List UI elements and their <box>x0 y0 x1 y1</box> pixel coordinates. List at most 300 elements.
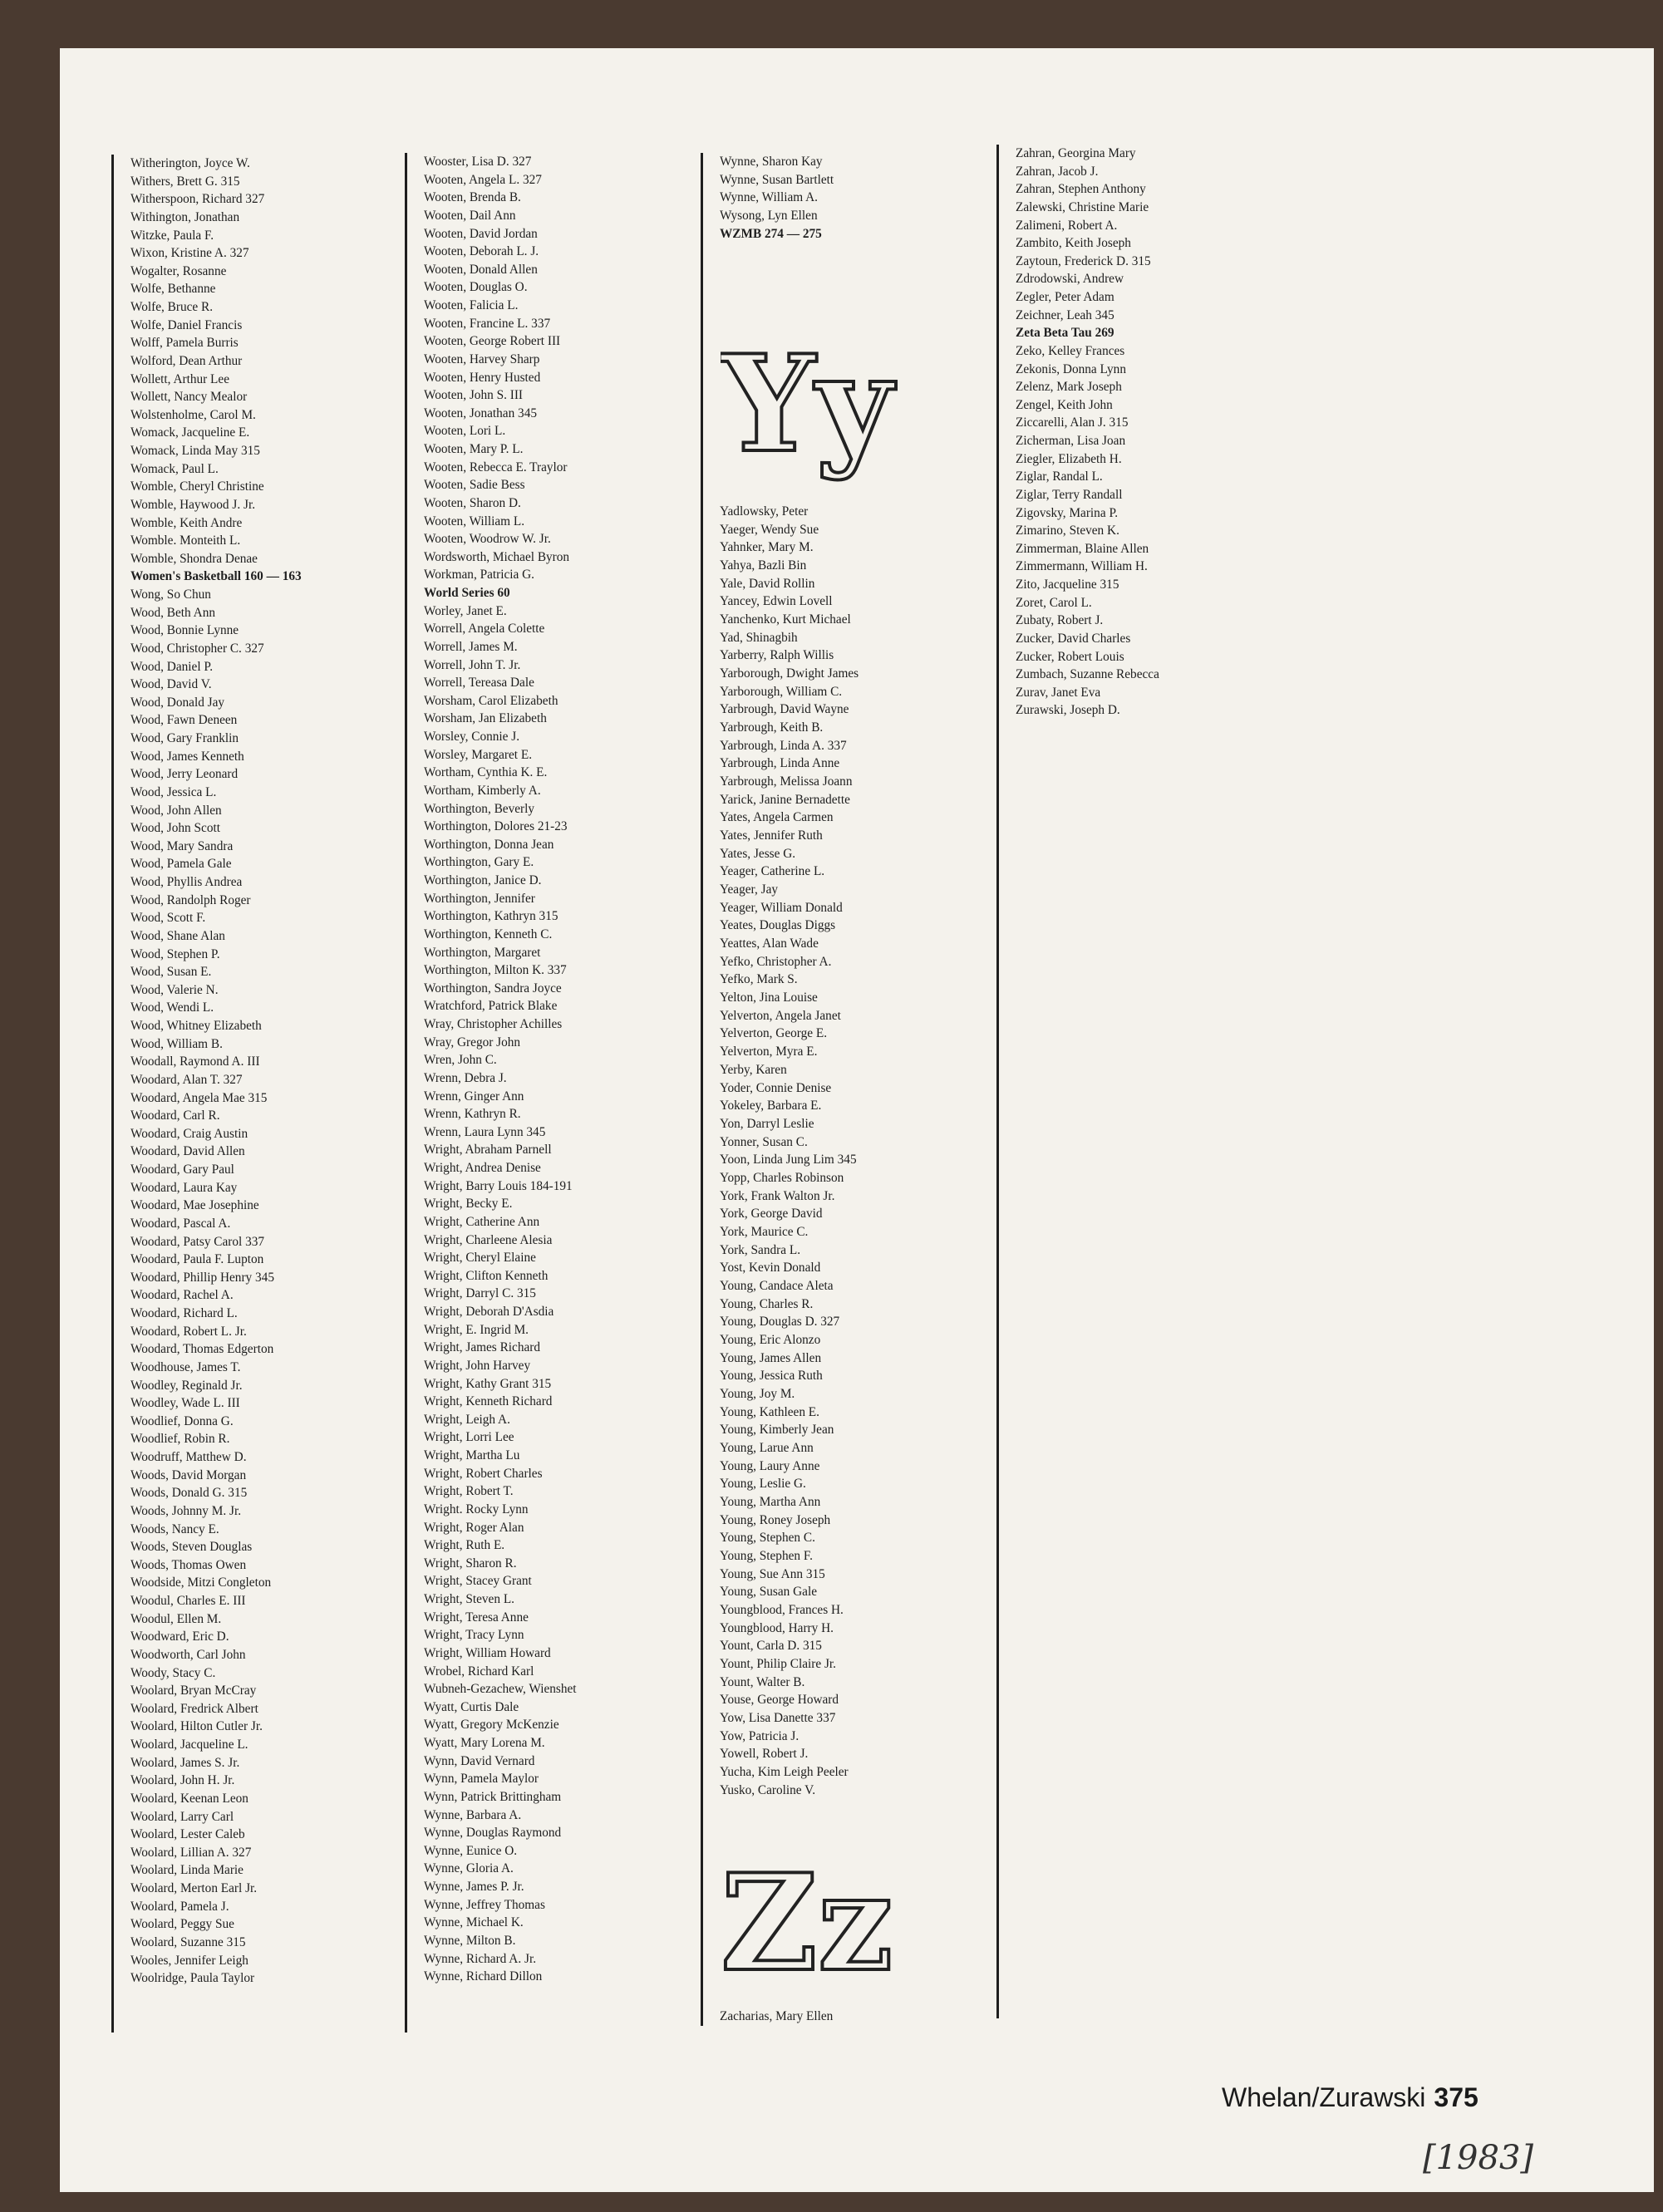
index-page <box>60 48 1654 2192</box>
index-entry: Womble, Shondra Denae <box>130 551 258 566</box>
index-entry: Wood, Whitney Elizabeth <box>130 1019 262 1033</box>
index-entry: Wright, Abraham Parnell <box>424 1143 552 1158</box>
index-list <box>720 153 834 243</box>
index-entry: Woods, Nancy E. <box>130 1521 219 1536</box>
index-entry: Woodruff, Matthew D. <box>130 1450 247 1464</box>
index-entry: Zimarino, Steven K. <box>1016 524 1119 538</box>
index-entry: Wolstenholme, Carol M. <box>130 407 256 422</box>
index-entry: Wright, E. Ingrid M. <box>424 1322 529 1337</box>
index-entry: Wolff, Pamela Burris <box>130 336 239 351</box>
index-entry: Young, Leslie G. <box>720 1477 806 1492</box>
index-entry: Woodard, Richard L. <box>130 1306 238 1320</box>
index-column-4 <box>996 145 1159 2018</box>
index-list <box>130 155 302 1988</box>
index-entry: Woolard, Peggy Sue <box>130 1917 234 1932</box>
index-entry: Zengel, Keith John <box>1016 397 1113 412</box>
index-entry: Yates, Jennifer Ruth <box>720 828 823 843</box>
index-entry: Yarborough, William C. <box>720 684 843 699</box>
index-entry: Wrobel, Richard Karl <box>424 1664 534 1679</box>
index-entry: Wooten, Deborah L. J. <box>424 244 539 259</box>
index-entry: Womble, Haywood J. Jr. <box>130 497 256 512</box>
index-entry: Womack, Paul L. <box>130 461 219 476</box>
index-entry: Wynne, Gloria A. <box>424 1861 514 1876</box>
index-entry: Yates, Angela Carmen <box>720 810 834 825</box>
index-entry: Wynne, Sharon Kay <box>720 155 823 169</box>
page-number: 375 <box>1434 2082 1478 2112</box>
index-entry: Wood, John Scott <box>130 821 220 836</box>
index-entry: Yeager, William Donald <box>720 900 843 915</box>
index-entry: Woodside, Mitzi Congleton <box>130 1575 272 1590</box>
index-entry: Wooles, Jennifer Leigh <box>130 1953 248 1968</box>
index-entry: Wood, Bonnie Lynne <box>130 623 239 638</box>
index-entry: Wynn, Patrick Brittingham <box>424 1789 562 1804</box>
index-entry: Wood, Randolph Roger <box>130 892 251 907</box>
index-entry: Wyatt, Curtis Dale <box>424 1699 519 1714</box>
index-entry: Wynne, Milton B. <box>424 1933 516 1948</box>
y-entries <box>720 503 859 1799</box>
index-entry: York, Sandra L. <box>720 1242 801 1257</box>
index-entry: Worsley, Connie J. <box>424 730 520 744</box>
index-entry: Yates, Jesse G. <box>720 846 796 861</box>
index-entry: Wooten, Angela L. 327 <box>424 172 542 187</box>
index-entry: Woolridge, Paula Taylor <box>130 1971 255 1986</box>
index-column-1 <box>111 155 302 2033</box>
index-entry: Wright. Rocky Lynn <box>424 1502 529 1516</box>
index-entry: Yonner, Susan C. <box>720 1134 808 1149</box>
index-entry: Wray, Gregor John <box>424 1035 521 1049</box>
index-entry: Wright, Sharon R. <box>424 1556 517 1571</box>
index-list <box>720 503 859 1799</box>
index-entry: Young, Joy M. <box>720 1386 795 1401</box>
index-entry: Wright, Andrea Denise <box>424 1161 541 1175</box>
index-entry: Worrell, John T. Jr. <box>424 657 521 672</box>
index-entry: Wynne, Eunice O. <box>424 1843 518 1858</box>
index-entry: Worley, Janet E. <box>424 603 507 618</box>
index-entry: Wood, Wendi L. <box>130 1000 214 1015</box>
index-entry: Wright, Ruth E. <box>424 1538 505 1553</box>
index-entry: Women's Basketball 160 — 163 <box>130 569 302 584</box>
index-entry: Witherington, Joyce W. <box>130 156 250 170</box>
index-entry: Woodlief, Robin R. <box>130 1432 230 1447</box>
index-entry: Womack, Jacqueline E. <box>130 425 250 440</box>
index-entry: Zumbach, Suzanne Rebecca <box>1016 667 1159 682</box>
index-entry: Ziglar, Randal L. <box>1016 469 1103 484</box>
index-entry: Zito, Jacqueline 315 <box>1016 578 1119 592</box>
index-entry: Young, Stephen C. <box>720 1531 815 1546</box>
index-entry: Young, Kathleen E. <box>720 1404 819 1419</box>
index-entry: Workman, Patricia G. <box>424 568 535 582</box>
index-entry: Yelverton, Myra E. <box>720 1045 818 1059</box>
index-entry: Yelverton, Angela Janet <box>720 1008 841 1023</box>
index-entry: York, Frank Walton Jr. <box>720 1188 835 1203</box>
index-entry: Wood, Jerry Leonard <box>130 767 239 782</box>
index-list <box>720 2008 833 2026</box>
index-entry: Wright, Darryl C. 315 <box>424 1286 536 1301</box>
index-entry: Yahya, Bazli Bin <box>720 558 807 573</box>
index-entry: Wood, Beth Ann <box>130 605 216 620</box>
index-entry: Woodley, Wade L. III <box>130 1396 240 1411</box>
index-entry: Woodard, Robert L. Jr. <box>130 1324 247 1339</box>
index-entry: Wright, Tracy Lynn <box>424 1628 524 1643</box>
index-entry: Zaytoun, Frederick D. 315 <box>1016 253 1151 268</box>
index-entry: Woolard, James S. Jr. <box>130 1755 240 1770</box>
index-entry: Woodul, Ellen M. <box>130 1611 222 1626</box>
index-entry: Woolard, Lillian A. 327 <box>130 1845 252 1860</box>
index-entry: Wooten, Francine L. 337 <box>424 316 551 331</box>
index-entry: Wood, Shane Alan <box>130 928 225 943</box>
page-footer <box>1222 2082 1478 2113</box>
index-entry: Wooten, Woodrow W. Jr. <box>424 532 551 547</box>
index-entry: Zahran, Georgina Mary <box>1016 146 1136 160</box>
index-entry: Ziccarelli, Alan J. 315 <box>1016 415 1129 430</box>
index-entry: Wyatt, Mary Lorena M. <box>424 1736 545 1750</box>
index-entry: Woods, Johnny M. Jr. <box>130 1503 242 1518</box>
index-entry: Yeattes, Alan Wade <box>720 936 819 951</box>
index-entry: Zigovsky, Marina P. <box>1016 505 1119 520</box>
index-entry: Yarbrough, Linda A. 337 <box>720 738 847 753</box>
index-entry: Zeichner, Leah 345 <box>1016 307 1114 322</box>
index-entry: Wright, Catherine Ann <box>424 1214 540 1229</box>
index-entry: Wollett, Nancy Mealor <box>130 390 248 405</box>
index-list <box>424 153 577 1986</box>
index-entry: Yanchenko, Kurt Michael <box>720 612 851 627</box>
index-entry: Wynne, James P. Jr. <box>424 1880 524 1894</box>
index-entry: Witzke, Paula F. <box>130 228 214 243</box>
index-entry: Wortham, Kimberly A. <box>424 783 541 798</box>
index-entry: Wooten, Jonathan 345 <box>424 406 537 420</box>
index-entry: Woodard, Gary Paul <box>130 1163 234 1177</box>
index-entry: Wordsworth, Michael Byron <box>424 549 570 564</box>
index-entry: Wooten, Harvey Sharp <box>424 351 540 366</box>
index-entry: Young, Candace Aleta <box>720 1278 834 1293</box>
index-entry: Woolard, Larry Carl <box>130 1809 234 1824</box>
index-entry: Yadlowsky, Peter <box>720 504 809 519</box>
index-entry: Zalimeni, Robert A. <box>1016 218 1118 233</box>
index-entry: Wratchford, Patrick Blake <box>424 999 558 1014</box>
index-entry: Wolfe, Bruce R. <box>130 300 214 314</box>
index-entry: Ziglar, Terry Randall <box>1016 487 1123 502</box>
index-entry: Worrell, Tereasa Dale <box>424 676 534 691</box>
index-entry: Woolard, Linda Marie <box>130 1863 244 1878</box>
index-entry: Wood, Jessica L. <box>130 784 217 799</box>
index-entry: Zekonis, Donna Lynn <box>1016 361 1126 376</box>
index-entry: Young, Susan Gale <box>720 1585 818 1600</box>
index-entry: Yaeger, Wendy Sue <box>720 522 819 537</box>
index-entry: Wooten, George Robert III <box>424 334 561 349</box>
index-entry: Wooten, Henry Husted <box>424 370 541 385</box>
index-entry: Youse, George Howard <box>720 1693 839 1708</box>
index-entry: Wooten, Mary P. L. <box>424 442 524 456</box>
index-entry: Wood, Phyllis Andrea <box>130 875 243 889</box>
index-entry: Yount, Philip Claire Jr. <box>720 1657 836 1671</box>
index-entry: Yow, Patricia J. <box>720 1728 800 1743</box>
index-entry: Wolfe, Bethanne <box>130 282 216 297</box>
index-entry: Worthington, Janice D. <box>424 873 542 887</box>
index-entry: Worthington, Kenneth C. <box>424 927 553 941</box>
index-entry: Wooten, Dail Ann <box>424 208 516 223</box>
index-entry: Yeager, Jay <box>720 882 779 897</box>
index-entry: Woodard, Angela Mae 315 <box>130 1090 268 1105</box>
index-entry: Yarbrough, David Wayne <box>720 702 849 717</box>
index-entry: Young, Roney Joseph <box>720 1512 831 1527</box>
index-entry: Wood, Donald Jay <box>130 695 225 710</box>
index-entry: Worsham, Jan Elizabeth <box>424 711 547 726</box>
index-entry: Woodhouse, James T. <box>130 1359 241 1374</box>
index-entry: Zubaty, Robert J. <box>1016 613 1104 628</box>
index-entry: Young, Sue Ann 315 <box>720 1566 825 1581</box>
index-entry: Wood, Stephen P. <box>130 946 220 961</box>
index-entry: Wright, Steven L. <box>424 1592 514 1606</box>
index-entry: Wrenn, Kathryn R. <box>424 1107 521 1122</box>
index-entry: Yarborough, Dwight James <box>720 666 859 681</box>
section-letter-z-text: Zz <box>721 1851 893 1993</box>
handwritten-year-note: [1983] <box>1423 2139 1534 2177</box>
index-entry: Worsley, Margaret E. <box>424 747 533 762</box>
index-entry: Woolard, John H. Jr. <box>130 1773 235 1788</box>
index-entry: Wright, William Howard <box>424 1645 551 1660</box>
index-entry: Yucha, Kim Leigh Peeler <box>720 1765 849 1780</box>
index-entry: Yarbrough, Linda Anne <box>720 756 840 771</box>
index-entry: Young, Stephen F. <box>720 1548 813 1563</box>
index-entry: Wynne, Barbara A. <box>424 1807 522 1822</box>
index-entry: Wood, James Kenneth <box>130 749 244 764</box>
index-entry: Woolard, Pamela J. <box>130 1899 229 1914</box>
index-entry: Wooten, Douglas O. <box>424 280 528 295</box>
index-entry: Wynn, Pamela Maylor <box>424 1772 539 1787</box>
index-entry: Yerby, Karen <box>720 1062 787 1077</box>
index-entry: Young, Kimberly Jean <box>720 1423 834 1438</box>
index-entry: Young, James Allen <box>720 1350 822 1365</box>
index-entry: Woolard, Merton Earl Jr. <box>130 1881 258 1895</box>
index-entry: Yelton, Jina Louise <box>720 990 818 1005</box>
index-entry: Wright, Clifton Kenneth <box>424 1268 549 1283</box>
index-entry: Wrenn, Laura Lynn 345 <box>424 1124 546 1139</box>
index-entry: Wixon, Kristine A. 327 <box>130 246 249 261</box>
index-entry: Woolard, Fredrick Albert <box>130 1701 258 1716</box>
index-entry: Woods, David Morgan <box>130 1467 247 1482</box>
index-entry: Woodall, Raymond A. III <box>130 1054 260 1069</box>
index-entry: Zucker, David Charles <box>1016 631 1131 646</box>
index-entry: Woodul, Charles E. III <box>130 1594 246 1608</box>
index-entry: Zoret, Carol L. <box>1016 595 1092 610</box>
index-entry: Wood, Christopher C. 327 <box>130 641 264 656</box>
index-entry: Worthington, Milton K. 337 <box>424 963 567 978</box>
index-entry: Worsham, Carol Elizabeth <box>424 693 558 708</box>
index-entry: Yahnker, Mary M. <box>720 540 814 555</box>
index-entry: Woodard, Rachel A. <box>130 1288 234 1303</box>
index-entry: Wyatt, Gregory McKenzie <box>424 1718 559 1733</box>
index-entry: Wooten, Brenda B. <box>424 190 521 205</box>
index-entry: Yefko, Christopher A. <box>720 954 832 969</box>
index-entry: Wright, Robert Charles <box>424 1466 543 1481</box>
index-entry: Zahran, Stephen Anthony <box>1016 182 1146 197</box>
index-entry: Woodward, Eric D. <box>130 1630 229 1644</box>
index-entry: Worthington, Gary E. <box>424 855 534 870</box>
index-entry: Zurawski, Joseph D. <box>1016 703 1120 718</box>
index-entry: Wooten, Donald Allen <box>424 262 538 277</box>
index-entry: Woodworth, Carl John <box>130 1647 246 1662</box>
index-entry: Woolard, Lester Caleb <box>130 1827 245 1842</box>
index-entry: Zimmermann, William H. <box>1016 559 1148 574</box>
index-entry: Wood, Gary Franklin <box>130 731 239 745</box>
index-entry: Zelenz, Mark Joseph <box>1016 380 1122 395</box>
index-entry: Worthington, Beverly <box>424 801 535 816</box>
index-entry: Zegler, Peter Adam <box>1016 290 1114 304</box>
index-entry: Yeager, Catherine L. <box>720 864 825 879</box>
index-entry: Worrell, James M. <box>424 639 518 654</box>
index-entry: York, George David <box>720 1207 823 1222</box>
index-entry: Yount, Carla D. 315 <box>720 1639 822 1654</box>
index-entry: Wynn, David Vernard <box>424 1753 535 1768</box>
index-entry: Wright, Martha Lu <box>424 1448 520 1462</box>
index-entry: Woolard, Bryan McCray <box>130 1684 257 1698</box>
index-entry: Woolard, Hilton Cutler Jr. <box>130 1719 263 1734</box>
index-entry: Wood, Fawn Deneen <box>130 713 238 728</box>
index-entry: Wooten, Rebecca E. Traylor <box>424 460 568 474</box>
index-entry: Wood, Susan E. <box>130 965 212 980</box>
index-entry: Yarbrough, Keith B. <box>720 720 824 735</box>
index-entry: Worrell, Angela Colette <box>424 622 545 637</box>
index-entry: Wooten, William L. <box>424 514 525 528</box>
index-entry: Withington, Jonathan <box>130 209 240 224</box>
index-entry: Zeta Beta Tau 269 <box>1016 326 1114 341</box>
section-letter-y <box>721 341 970 486</box>
index-entry: Yoder, Connie Denise <box>720 1080 832 1095</box>
index-entry: Woodard, David Allen <box>130 1144 245 1159</box>
index-entry: Wysong, Lyn Ellen <box>720 208 818 223</box>
index-entry: Wright, Kenneth Richard <box>424 1394 553 1409</box>
index-entry: Wooten, Sadie Bess <box>424 478 525 493</box>
index-entry: Womack, Linda May 315 <box>130 444 260 458</box>
index-entry: Worthington, Jennifer <box>424 891 535 906</box>
index-entry: Youngblood, Frances H. <box>720 1602 844 1617</box>
index-entry: Wright, Stacey Grant <box>424 1574 532 1589</box>
index-entry: Wrenn, Debra J. <box>424 1070 507 1085</box>
index-entry: Wood, William B. <box>130 1036 223 1051</box>
index-entry: Zucker, Robert Louis <box>1016 649 1124 664</box>
index-entry: World Series 60 <box>424 586 510 600</box>
index-entry: Zahran, Jacob J. <box>1016 164 1099 179</box>
index-entry: Womble. Monteith L. <box>130 533 241 548</box>
index-entry: Witherspoon, Richard 327 <box>130 192 265 207</box>
index-entry: Wright, Leigh A. <box>424 1412 510 1427</box>
index-entry: Young, Charles R. <box>720 1296 814 1311</box>
index-entry: Wynne, William A. <box>720 190 818 205</box>
index-entry: Zambito, Keith Joseph <box>1016 236 1131 251</box>
index-entry: Wynne, Jeffrey Thomas <box>424 1897 545 1912</box>
index-entry: Yow, Lisa Danette 337 <box>720 1711 836 1726</box>
section-letter-y-text: Yy <box>721 341 893 482</box>
index-entry: Yelverton, George E. <box>720 1026 828 1041</box>
index-entry: Yeates, Douglas Diggs <box>720 918 836 933</box>
index-entry: Woolard, Suzanne 315 <box>130 1934 246 1949</box>
index-entry: Worthington, Sandra Joyce <box>424 981 562 995</box>
index-entry: Wooten, Falicia L. <box>424 298 519 312</box>
index-entry: Youngblood, Harry H. <box>720 1620 834 1635</box>
index-entry: Woodlief, Donna G. <box>130 1413 234 1428</box>
index-entry: Yokeley, Barbara E. <box>720 1099 822 1113</box>
index-entry: Wright, Robert T. <box>424 1484 514 1499</box>
index-entry: Wooten, Lori L. <box>424 424 506 439</box>
index-entry: Woodard, Phillip Henry 345 <box>130 1270 274 1285</box>
index-entry: Wollett, Arthur Lee <box>130 371 229 386</box>
index-entry: Wood, Scott F. <box>130 911 206 926</box>
index-entry: Woodard, Patsy Carol 337 <box>130 1234 265 1249</box>
index-column-2 <box>405 153 577 2033</box>
index-entry: Wren, John C. <box>424 1053 497 1068</box>
index-entry: Yusko, Caroline V. <box>720 1782 816 1797</box>
index-entry: Yost, Kevin Donald <box>720 1261 821 1276</box>
index-entry: Wood, Mary Sandra <box>130 838 234 853</box>
index-entry: Yarick, Janine Bernadette <box>720 792 850 807</box>
index-entry: Womble, Keith Andre <box>130 515 243 530</box>
index-entry: Yowell, Robert J. <box>720 1747 809 1762</box>
index-entry: Wortham, Cynthia K. E. <box>424 765 548 780</box>
index-entry: Wooten, John S. III <box>424 388 524 403</box>
section-letter-z <box>721 1851 970 1997</box>
index-entry: Zdrodowski, Andrew <box>1016 272 1124 287</box>
index-entry: Woods, Thomas Owen <box>130 1557 247 1572</box>
index-entry: Young, Martha Ann <box>720 1494 821 1509</box>
index-entry: Wray, Christopher Achilles <box>424 1017 563 1031</box>
index-entry: Worthington, Kathryn 315 <box>424 909 558 924</box>
index-entry: WZMB 274 — 275 <box>720 226 822 241</box>
index-entry: Wood, Pamela Gale <box>130 857 232 872</box>
index-entry: Zurav, Janet Eva <box>1016 685 1101 700</box>
index-entry: Womble, Cheryl Christine <box>130 479 264 494</box>
index-entry: Zalewski, Christine Marie <box>1016 199 1149 214</box>
index-entry: Woodard, Pascal A. <box>130 1216 231 1231</box>
index-entry: Yarbrough, Melissa Joann <box>720 774 853 789</box>
index-entry: Wynne, Susan Bartlett <box>720 172 834 187</box>
index-entry: Yancey, Edwin Lovell <box>720 594 833 609</box>
index-entry: Wood, Daniel P. <box>130 659 214 674</box>
index-entry: Wright, Roger Alan <box>424 1520 524 1535</box>
index-entry: Wrenn, Ginger Ann <box>424 1089 524 1104</box>
index-entry: Wright, Charleene Alesia <box>424 1232 553 1247</box>
index-entry: Yopp, Charles Robinson <box>720 1170 844 1185</box>
index-entry: Yoon, Linda Jung Lim 345 <box>720 1153 857 1167</box>
index-entry: Woods, Steven Douglas <box>130 1540 253 1555</box>
index-entry: Young, Eric Alonzo <box>720 1332 821 1347</box>
index-entry: Woodard, Laura Kay <box>130 1180 238 1195</box>
index-entry: Worthington, Margaret <box>424 945 541 960</box>
index-entry: Yale, David Rollin <box>720 576 815 591</box>
index-entry: Wooster, Lisa D. 327 <box>424 155 532 169</box>
index-entry: Wright, John Harvey <box>424 1358 531 1373</box>
index-entry: Woolard, Keenan Leon <box>130 1791 248 1806</box>
index-entry: Woodard, Carl R. <box>130 1108 220 1123</box>
index-entry: Yount, Walter B. <box>720 1674 805 1689</box>
index-entry: Yad, Shinagbih <box>720 630 798 645</box>
index-entry: Wright, Becky E. <box>424 1197 513 1212</box>
index-entry: Wynne, Richard A. Jr. <box>424 1951 537 1966</box>
index-entry: Woodard, Alan T. 327 <box>130 1072 243 1087</box>
index-entry: Wright, James Richard <box>424 1340 540 1355</box>
index-entry: Young, Larue Ann <box>720 1440 814 1455</box>
index-entry: Wong, So Chun <box>130 587 211 602</box>
index-entry: Wright, Cheryl Elaine <box>424 1251 536 1266</box>
index-entry: Wynne, Michael K. <box>424 1915 524 1930</box>
index-entry: Woodard, Mae Josephine <box>130 1198 259 1213</box>
index-entry: Young, Douglas D. 327 <box>720 1315 840 1330</box>
index-entry: Worthington, Donna Jean <box>424 837 554 852</box>
index-entry: Wooten, David Jordan <box>424 226 538 241</box>
index-entry: Woolard, Jacqueline L. <box>130 1738 248 1752</box>
index-entry: Zacharias, Mary Ellen <box>720 2009 834 2023</box>
index-entry: Zicherman, Lisa Joan <box>1016 434 1126 448</box>
index-entry: Wubneh-Gezachew, Wienshet <box>424 1682 577 1697</box>
